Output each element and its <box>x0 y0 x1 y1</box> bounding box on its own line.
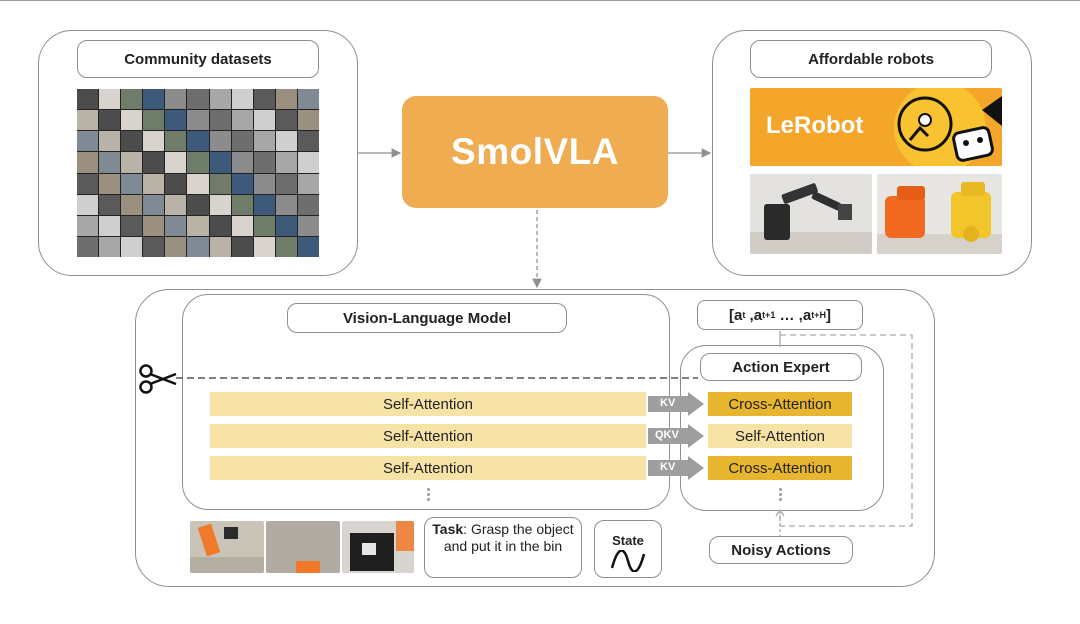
state-input: State <box>594 520 662 578</box>
task-instruction: Task: Grasp the object and put it in the bin <box>424 517 582 578</box>
lerobot-logo-text: LeRobot <box>766 112 864 139</box>
affordable-robots-label: Affordable robots <box>750 40 992 78</box>
vlm-layer-3: Self-Attention <box>210 456 646 480</box>
noisy-actions-label: Noisy Actions <box>709 536 853 564</box>
community-datasets-label: Community datasets <box>77 40 319 78</box>
expert-layer-2: Self-Attention <box>708 424 852 448</box>
connector-kv-2: KV <box>648 456 704 480</box>
vlm-layer-2: Self-Attention <box>210 424 646 448</box>
camera-view-1 <box>190 521 264 573</box>
sine-wave-icon <box>610 550 646 572</box>
smolvla-box: SmolVLA <box>402 96 668 208</box>
expert-more-layers-dots <box>779 488 783 503</box>
connector-kv-1: KV <box>648 392 704 416</box>
expert-layer-1: Cross-Attention <box>708 392 852 416</box>
action-expert-label: Action Expert <box>700 353 862 381</box>
expert-layer-3: Cross-Attention <box>708 456 852 480</box>
connector-qkv: QKV <box>648 424 704 448</box>
scissors-icon <box>138 364 178 394</box>
vlm-label: Vision-Language Model <box>287 303 567 333</box>
camera-view-2 <box>266 521 340 573</box>
camera-view-3 <box>342 521 414 573</box>
vlm-layer-1: Self-Attention <box>210 392 646 416</box>
action-sequence-label: [ a t , a t+1 … , a t+H ] <box>697 300 863 330</box>
vlm-more-layers-dots <box>427 488 431 503</box>
